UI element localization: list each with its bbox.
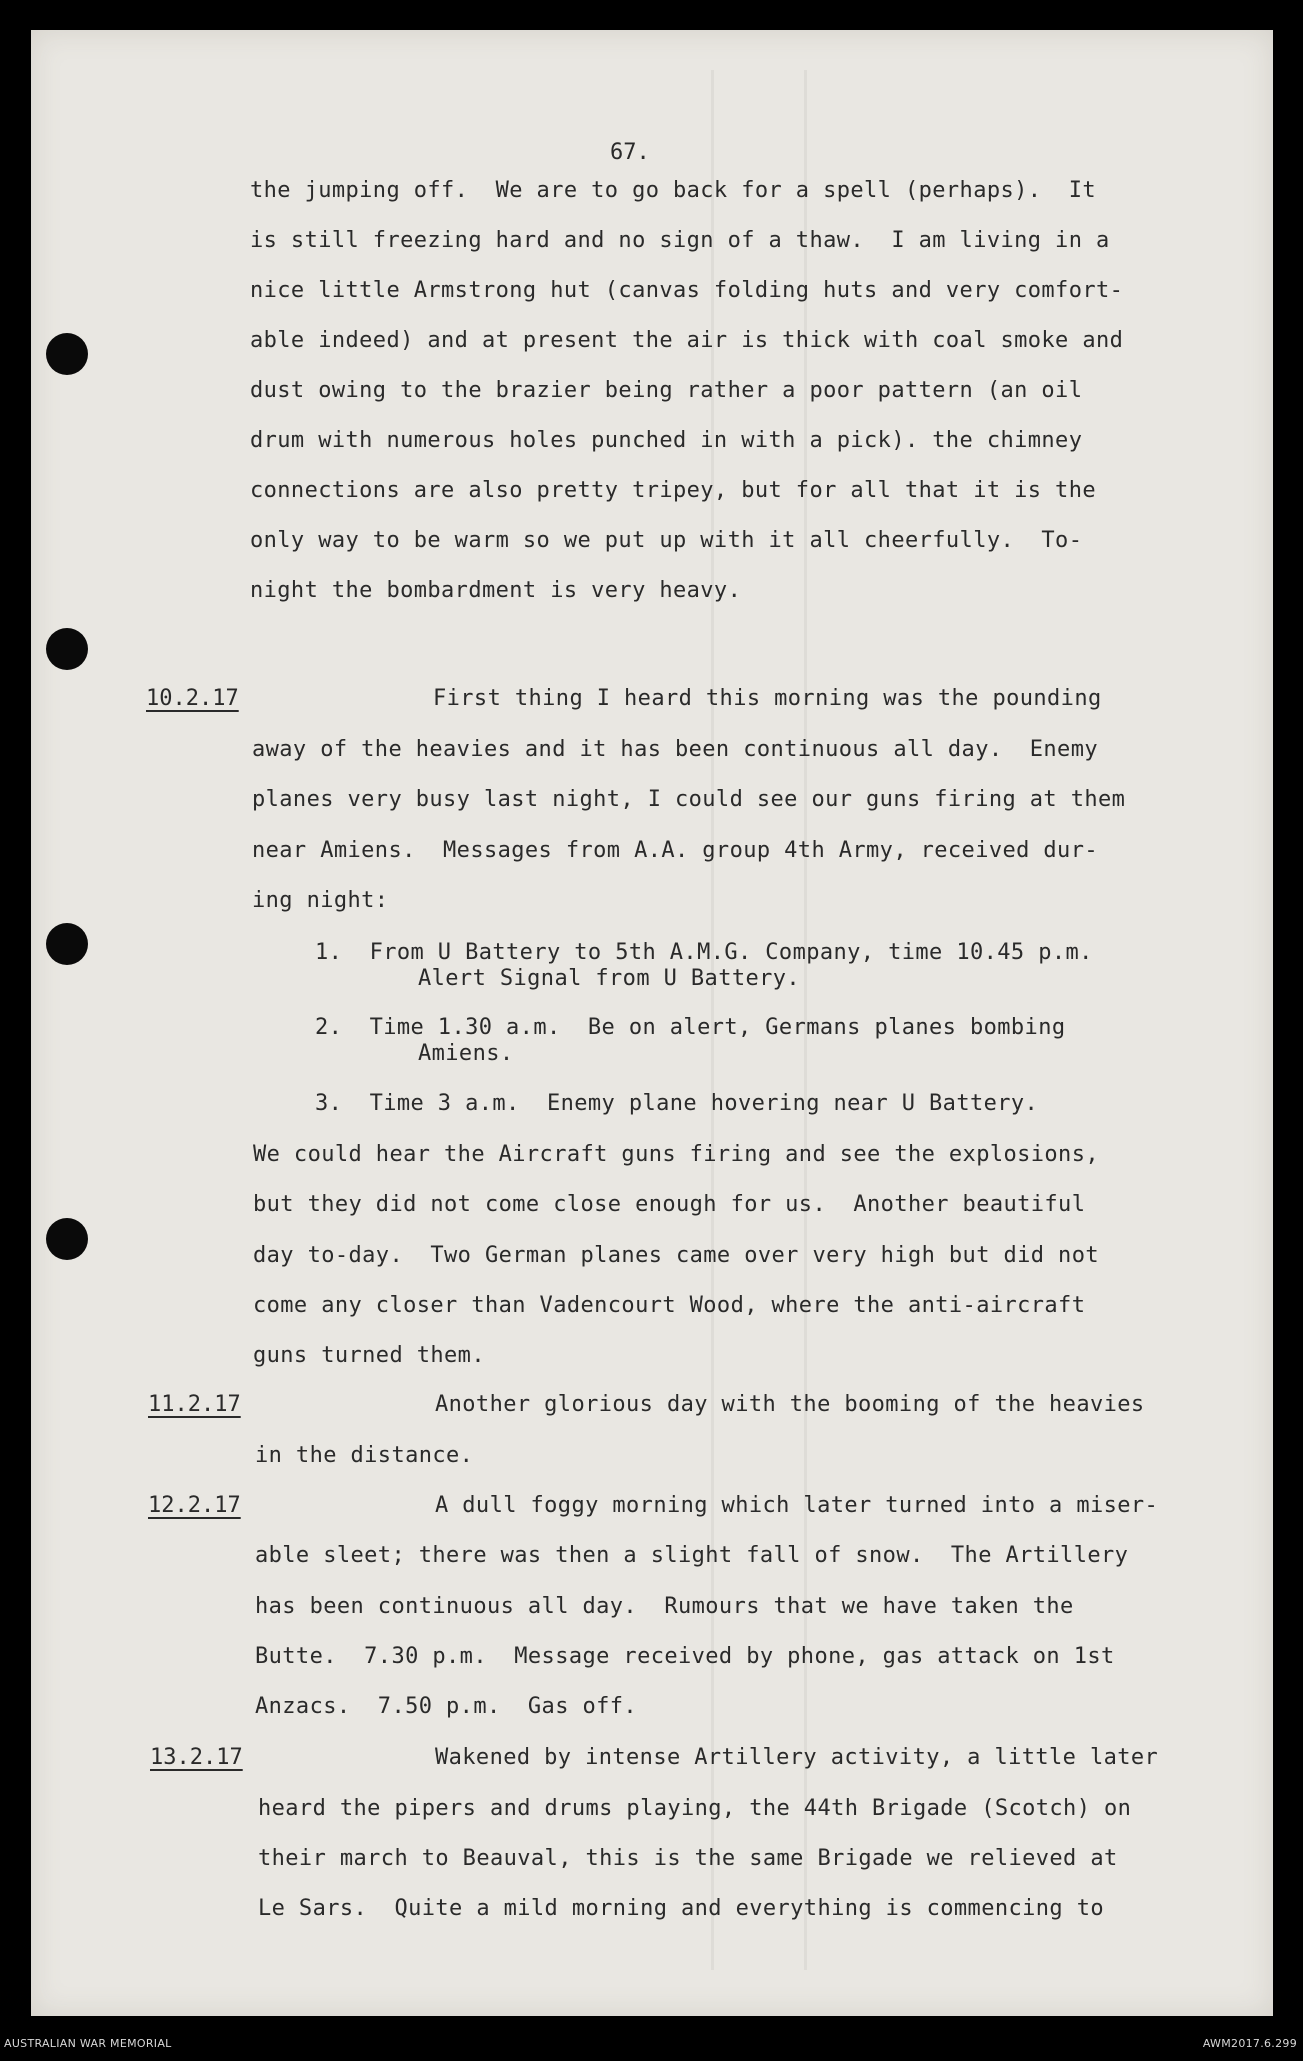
message-line: 2. Time 1.30 a.m. Be on alert, Germans planes bombing: [315, 1015, 1066, 1040]
text-line: ing night:: [252, 888, 389, 913]
entry-date: 10.2.17: [146, 686, 239, 711]
text-line: planes very busy last night, I could see our guns firing at them: [252, 787, 1126, 812]
text-line: come any closer than Vadencourt Wood, where the anti-aircraft: [253, 1293, 1086, 1318]
punch-hole-icon: [46, 923, 88, 965]
text-line: guns turned them.: [253, 1343, 485, 1368]
text-line: Le Sars. Quite a mild morning and everything is commencing to: [258, 1896, 1104, 1921]
text-line: night the bombardment is very heavy.: [250, 578, 742, 603]
entry-date: 11.2.17: [148, 1392, 241, 1417]
text-line: near Amiens. Messages from A.A. group 4th Army, received dur-: [252, 838, 1098, 863]
text-line: day to-day. Two German planes came over very high but did not: [253, 1243, 1099, 1268]
page-number: 67.: [610, 140, 650, 165]
text-line: in the distance.: [255, 1443, 474, 1468]
entry-date: 13.2.17: [150, 1745, 243, 1770]
text-line: able indeed) and at present the air is thick with coal smoke and: [250, 328, 1124, 353]
text-line: the jumping off. We are to go back for a spell (perhaps). It: [250, 178, 1096, 203]
punch-hole-icon: [46, 1218, 88, 1260]
text-line: nice little Armstrong hut (canvas folding huts and very comfort-: [250, 278, 1124, 303]
entry-date: 12.2.17: [148, 1493, 241, 1518]
footer-institution: AUSTRALIAN WAR MEMORIAL: [4, 2037, 172, 2050]
text-line: First thing I heard this morning was the pounding: [433, 686, 1102, 711]
text-line: their march to Beauval, this is the same Brigade we relieved at: [258, 1846, 1118, 1871]
text-line: We could hear the Aircraft guns firing and see the explosions,: [253, 1142, 1099, 1167]
message-line: 3. Time 3 a.m. Enemy plane hovering near U Battery.: [315, 1091, 1039, 1116]
text-line: but they did not come close enough for us. Another beautiful: [253, 1192, 1086, 1217]
text-line: A dull foggy morning which later turned into a miser-: [435, 1493, 1159, 1518]
message-line: 1. From U Battery to 5th A.M.G. Company, time 10.45 p.m.: [315, 940, 1093, 965]
text-line: Wakened by intense Artillery activity, a little later: [435, 1745, 1159, 1770]
text-line: heard the pipers and drums playing, the 44th Brigade (Scotch) on: [258, 1796, 1132, 1821]
text-line: Butte. 7.30 p.m. Message received by phone, gas attack on 1st: [255, 1644, 1115, 1669]
text-line: connections are also pretty tripey, but for all that it is the: [250, 478, 1096, 503]
message-line: Amiens.: [418, 1041, 514, 1066]
punch-hole-icon: [46, 333, 88, 375]
text-line: able sleet; there was then a slight fall of snow. The Artillery: [255, 1543, 1129, 1568]
text-line: away of the heavies and it has been continuous all day. Enemy: [252, 737, 1098, 762]
text-line: is still freezing hard and no sign of a thaw. I am living in a: [250, 228, 1110, 253]
text-line: has been continuous all day. Rumours that we have taken the: [255, 1594, 1074, 1619]
message-line: Alert Signal from U Battery.: [418, 966, 801, 991]
text-line: dust owing to the brazier being rather a poor pattern (an oil: [250, 378, 1083, 403]
text-line: only way to be warm so we put up with it all cheerfully. To-: [250, 528, 1083, 553]
punch-hole-icon: [46, 628, 88, 670]
footer-accession-number: AWM2017.6.299: [1202, 2037, 1297, 2050]
text-line: drum with numerous holes punched in with a pick). the chimney: [250, 428, 1083, 453]
text-line: Another glorious day with the booming of the heavies: [435, 1392, 1145, 1417]
text-line: Anzacs. 7.50 p.m. Gas off.: [255, 1694, 638, 1719]
